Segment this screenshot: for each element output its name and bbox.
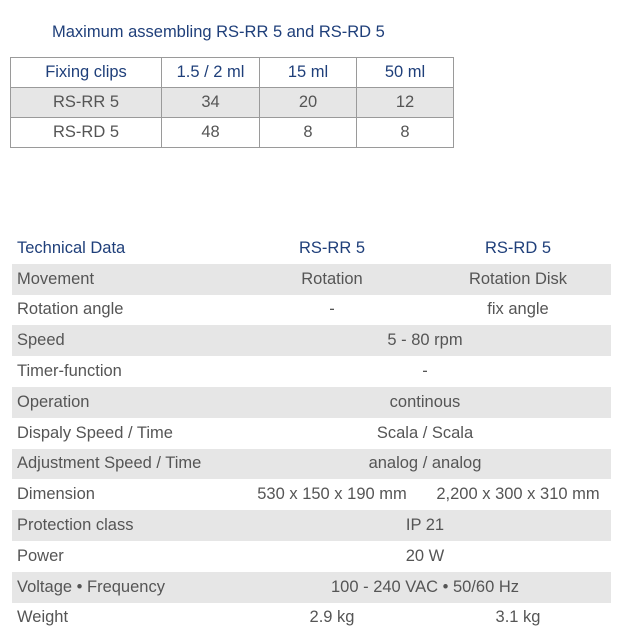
tech-row-label: Operation: [12, 387, 239, 418]
tech-row-label: Dimension: [17, 485, 95, 504]
tech-value-shared: 5 - 80 rpm: [239, 325, 611, 356]
tech-row-label: Adjustment Speed / Time: [12, 449, 239, 480]
assembly-row-rs-rd5: [11, 118, 454, 148]
tech-value-shared: Scala / Scala: [376, 423, 474, 442]
tech-value-rs-rr5: 530 x 150 x 190 mm: [257, 485, 407, 504]
tech-row-label: Timer-function: [17, 362, 122, 381]
assembly-row-label: RS-RR 5: [11, 88, 162, 118]
assembly-cell: 20: [260, 88, 357, 118]
assembly-row-label: RS-RD 5: [11, 118, 162, 148]
tech-row-protection-class: [12, 510, 611, 541]
tech-value-rs-rd5: fix angle: [487, 300, 549, 319]
assembly-title: Maximum assembling RS-RR 5 and RS-RD 5: [52, 23, 385, 41]
tech-row-speed: [12, 325, 611, 356]
assembly-header-cell: 1.5 / 2 ml: [162, 58, 260, 88]
tech-row-label: Movement: [12, 264, 239, 295]
tech-row-movement: [12, 264, 611, 295]
tech-value-shared: 20 W: [405, 546, 445, 565]
tech-row-label: Dispaly Speed / Time: [17, 423, 173, 442]
tech-row-power: [12, 541, 611, 572]
tech-value-rs-rd5: 2,200 x 300 x 310 mm: [436, 485, 600, 504]
tech-value-rs-rr5: 2.9 kg: [309, 608, 355, 627]
tech-header-label: Technical Data: [17, 238, 126, 257]
assembly-cell: 34: [162, 88, 260, 118]
tech-value-rs-rr5: Rotation: [239, 264, 425, 295]
assembly-cell: 8: [260, 118, 357, 148]
tech-row-timer-function: [12, 356, 611, 387]
tech-value-rs-rr5: -: [329, 300, 335, 319]
assembly-header-cell: Fixing clips: [11, 58, 162, 88]
tech-row-voltage-frequency: [12, 572, 611, 603]
tech-row-label: Speed: [12, 325, 239, 356]
assembly-header-cell: 15 ml: [260, 58, 357, 88]
tech-row-label: Weight: [17, 608, 69, 627]
assembly-header-row: [11, 58, 454, 88]
tech-row-label: Protection class: [12, 510, 239, 541]
tech-value-shared: IP 21: [239, 510, 611, 541]
assembly-row-rs-rr5: [11, 88, 454, 118]
assembly-cell: 8: [357, 118, 454, 148]
tech-header-rs-rr5: RS-RR 5: [298, 238, 365, 257]
tech-row-label: Voltage • Frequency: [12, 572, 239, 603]
assembly-cell: 12: [357, 88, 454, 118]
tech-row-rotation-angle: [12, 295, 611, 326]
tech-row-operation: [12, 387, 611, 418]
tech-row-label: Power: [17, 546, 64, 565]
tech-value-rs-rd5: 3.1 kg: [495, 608, 541, 627]
tech-row-label: Rotation angle: [17, 300, 124, 319]
assembly-cell: 48: [162, 118, 260, 148]
tech-header-row: [12, 233, 611, 264]
tech-value-rs-rd5: Rotation Disk: [425, 264, 611, 295]
tech-value-shared: continous: [239, 387, 611, 418]
tech-row-dimension: [12, 479, 611, 510]
tech-header-rs-rd5: RS-RD 5: [484, 238, 551, 257]
tech-value-shared: -: [422, 362, 428, 381]
technical-data-table: [12, 233, 611, 633]
assembly-header-cell: 50 ml: [357, 58, 454, 88]
tech-value-shared: 100 - 240 VAC • 50/60 Hz: [239, 572, 611, 603]
assembly-table: [10, 57, 454, 148]
tech-row-weight: [12, 603, 611, 634]
tech-row-display-speed-time: [12, 418, 611, 449]
tech-row-adjustment-speed-time: [12, 449, 611, 480]
tech-value-shared: analog / analog: [239, 449, 611, 480]
